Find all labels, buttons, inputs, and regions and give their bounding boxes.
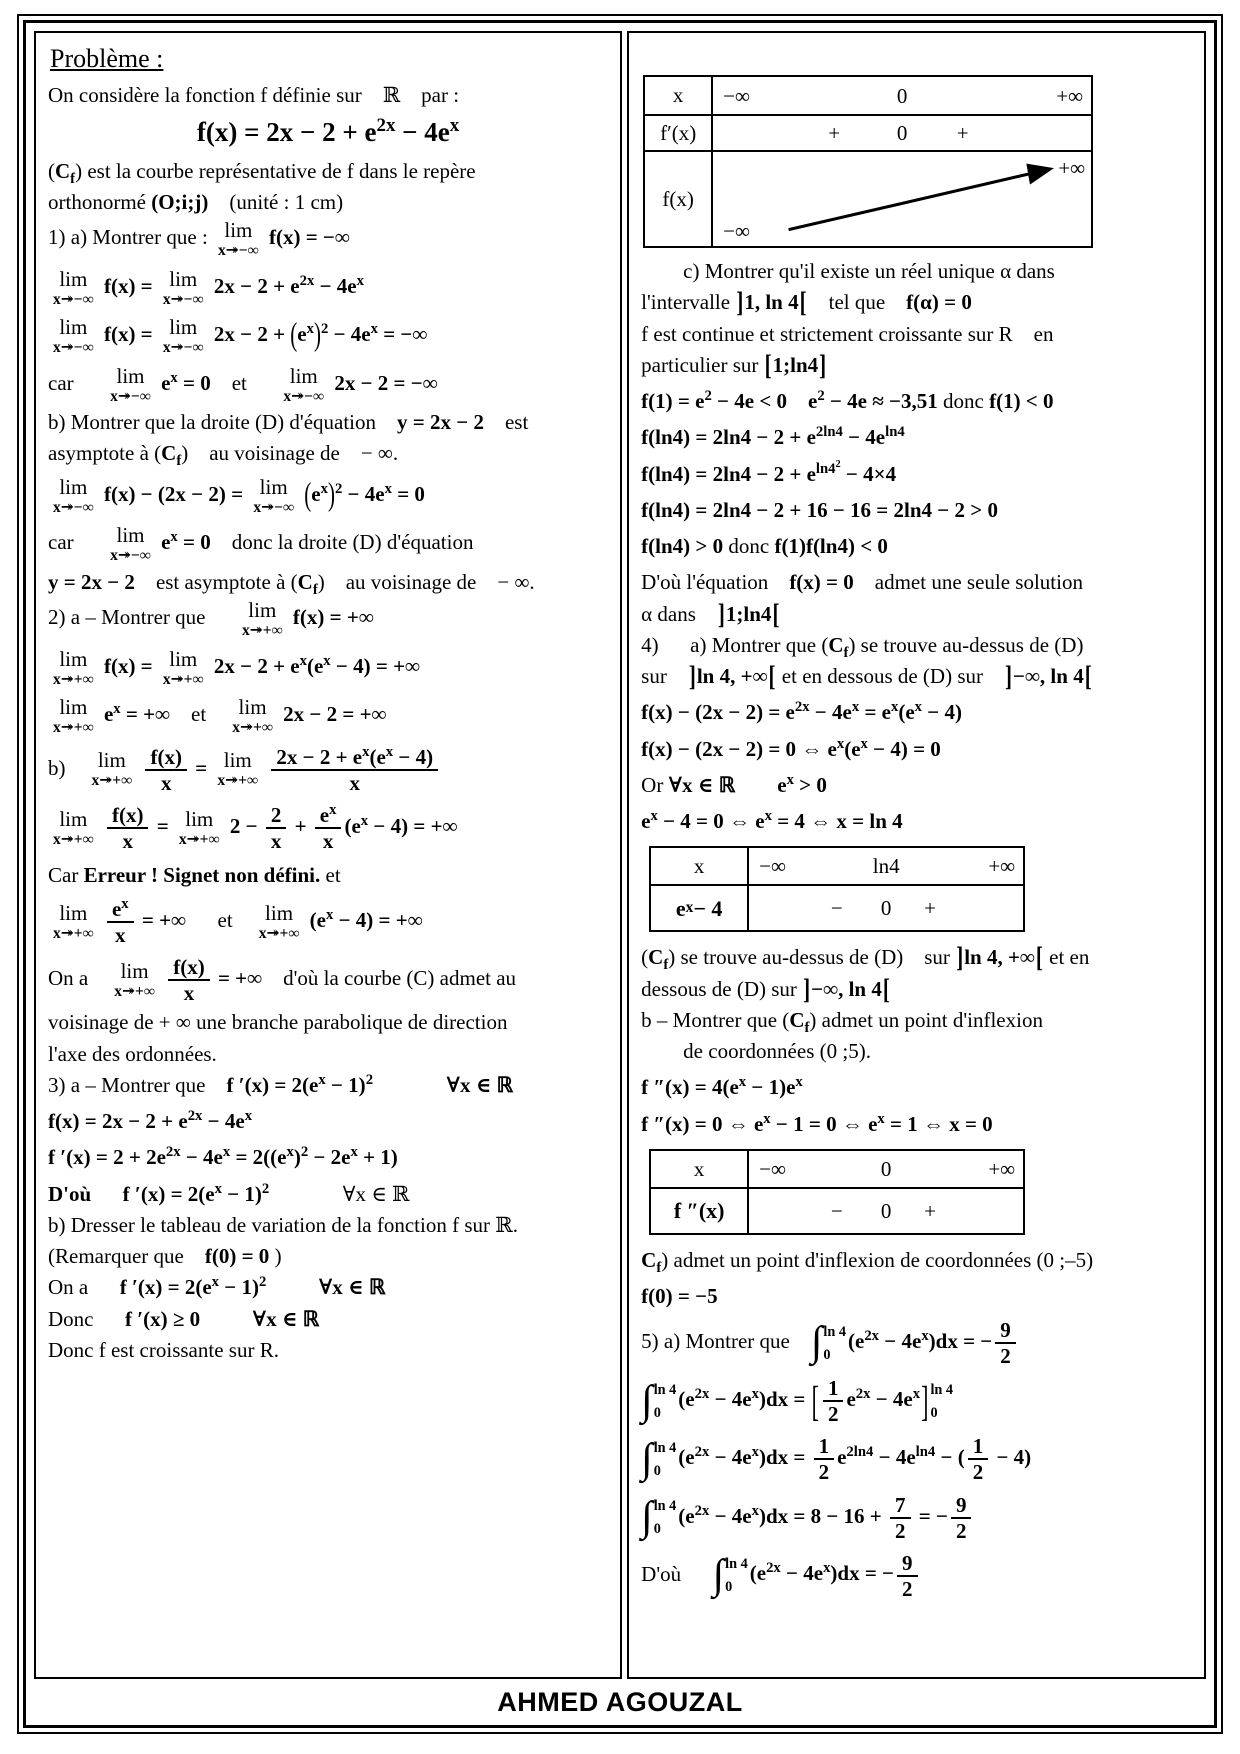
table-cell: [749, 1151, 1023, 1187]
math-line: ∫ ln 4 0 $(e^{2x} - 4e^x)dx = 8 - 16$ + $\frac{7}{2}$ = − $\frac{9}{2}$: [641, 1494, 1192, 1542]
math-line: car lim x↠−∞ $e^x = 0$ donc la droite (D) d'équation: [48, 523, 474, 565]
table-row: [651, 1189, 1023, 1233]
math-line: $f(x) - (2x - 2) = e^{2x} - 4e^x = e^x(e^x - 4)$: [641, 699, 962, 725]
left-column-lines: [48, 82, 608, 1364]
table-header-cell: f ″(x): [651, 1189, 749, 1233]
math-line: c) Montrer qu'il existe un réel unique α dans: [641, 259, 1055, 283]
sign-value: −: [830, 896, 843, 921]
math-line: b) Dresser le tableau de variation de la fonction f sur ℝ.: [48, 1212, 518, 1237]
sign-value: +: [924, 1198, 936, 1223]
math-line: l'axe des ordonnées.: [48, 1041, 217, 1066]
math-line: l'intervalle ]1, ln 4[ tel que f(α) = 0: [641, 286, 972, 319]
table-cell: [713, 152, 1091, 246]
math-line: y = 2x − 2 est asymptote à $(C_f)$ au voisinage de − ∞.: [48, 569, 535, 598]
right-column-lines-c: [641, 1247, 1192, 1600]
sign-value: +: [956, 120, 969, 145]
sign-value: +: [924, 896, 936, 921]
table-header-cell: e x − 4: [651, 886, 749, 930]
math-line: $f(\ln 4) = 2\ln 4 - 2 + e^{2ln4} - 4e^{ln4}$: [641, 424, 905, 450]
math-line: voisinage de + ∞ une branche parabolique de direction: [48, 1010, 508, 1035]
table-cell: [749, 848, 1023, 884]
math-line: Car Erreur ! Signet non défini. et: [48, 862, 341, 887]
variation-table: [643, 75, 1093, 248]
table-header-cell: x: [645, 77, 713, 114]
x-value: +∞: [1056, 83, 1084, 108]
math-line: 4) a) Montrer que $(C_f)$ se trouve au-dessus de (D): [641, 632, 1084, 661]
math-line: sur ]ln 4, +∞[ et en dessous de (D) sur ]−∞, ln 4[: [641, 659, 1092, 693]
table-cell: [749, 1189, 1023, 1233]
math-line: $e^x - 4 = 0$ ⇔ $e^x = 4$ ⇔ x = ln 4: [641, 808, 903, 833]
inner-frame: [23, 20, 1217, 1728]
math-line: On a lim x↠+∞ $\frac{f(x)}{x}$ = +∞ d'où la courbe (C) admet au: [48, 955, 517, 1006]
x-value: −∞: [759, 1156, 786, 1181]
math-line: On considère la fonction f définie sur ℝ par :: [48, 82, 460, 107]
math-line: $C_f$) admet un point d'inflexion de coordonnées (0 ;–5): [641, 1247, 1094, 1276]
table-row: [651, 886, 1023, 930]
math-line: f(0) = −5: [641, 1284, 718, 1308]
table-header-cell: f(x): [645, 152, 713, 246]
author-footer: AHMED AGOUZAL: [497, 1686, 743, 1717]
math-line: car lim x↠−∞ $e^x = 0$ et lim x↠−∞ 2x − 2 = −∞: [48, 363, 438, 405]
x-value: 0: [896, 83, 908, 108]
math-line: D'où ∫ ln 4 0 $(e^{2x} - 4e^x)dx$ = − $\frac{9}{2}$: [641, 1552, 1192, 1600]
math-line: ∫ ln 4 0 $(e^{2x} - 4e^x)dx$ = $\frac{1}{2}$ $e^{2ln4} - 4e^{ln4}$ − ( $\frac{1}{2}$ − 4): [641, 1434, 1032, 1485]
sign-value: 0: [880, 896, 892, 921]
math-line: (Remarquer que f(0) = 0 ): [48, 1244, 282, 1269]
math-line: f(ln4) > 0 donc f(1)f(ln4) < 0: [641, 534, 888, 558]
table-row: [645, 116, 1091, 152]
math-line: α dans ]1;ln4[: [641, 597, 780, 630]
table-row: [651, 1151, 1023, 1189]
page-title: Problème :: [50, 44, 164, 73]
math-line: Or ∀x ∈ ℝ $e^x > 0$: [641, 771, 827, 797]
sign-table-ex-minus-4: [649, 846, 1025, 932]
x-value: ln4: [872, 854, 900, 879]
math-line: $(C_f)$ se trouve au-dessus de (D) sur ]ln 4, +∞[ et en: [641, 941, 1090, 974]
math-line: lim x↠−∞ f(x) = lim x↠−∞ 2x − 2 + ( $e^x$ ) $^2 - 4e^x$ = −∞: [53, 315, 428, 357]
table-row: [645, 152, 1091, 246]
math-line: lim x↠+∞ $\frac{e^x}{x}$ = +∞ et lim x↠+∞ $(e^x - 4)$ = +∞: [53, 896, 423, 948]
math-line: f est continue et strictement croissante sur R en: [641, 321, 1054, 346]
math-line: lim x↠+∞ $e^x$ = +∞ et lim x↠+∞ 2x − 2 = +∞: [53, 695, 387, 737]
sign-value: 0: [880, 1198, 892, 1223]
sign-value: −: [830, 1198, 843, 1223]
table-header-cell: f′(x): [645, 116, 713, 150]
table-header-cell: x: [651, 1151, 749, 1187]
sign-value: +: [828, 120, 841, 145]
math-line: $f(x) = 2x - 2 + e^{2x} - 4e^x$: [196, 114, 460, 147]
math-line: orthonormé (O;i;j) (unité : 1 cm): [48, 189, 344, 214]
table-cell: [713, 77, 1091, 114]
math-line: D'où f $'(x) = 2(e^x - 1)^2$ ∀x ∈ ℝ: [48, 1180, 410, 1206]
math-line: b – Montrer que $(C_f)$ admet un point d'inflexion: [641, 1007, 1043, 1036]
x-value: +∞: [988, 1156, 1016, 1181]
math-line: lim x↠−∞ f(x) = lim x↠−∞ $2x - 2 + e^{2x} - 4e^x$: [53, 266, 364, 308]
math-line: Donc f ′(x) ≥ 0 ∀x ∈ ℝ: [48, 1306, 320, 1331]
sign-value: 0: [896, 120, 908, 145]
math-line: b) Montrer que la droite (D) d'équation y = 2x − 2 est: [48, 410, 529, 435]
variation-arrow-icon: [713, 152, 1091, 246]
math-line: f $''(x) = 4(e^x - 1)e^x$: [641, 1074, 803, 1100]
math-line: $f(1) = e^2 - 4e < 0$ $e^2 - 4e \approx -3,51$ donc f(1) < 0: [641, 388, 1054, 413]
right-column: [627, 31, 1206, 1679]
math-line: lim x↠+∞ f(x) = lim x↠+∞ $2x - 2 + e^x(e^x - 4)$ = +∞: [53, 646, 421, 688]
math-line: On a f $'(x) = 2(e^x - 1)^2$ ∀x ∈ ℝ: [48, 1274, 386, 1300]
right-column-lines-a: [641, 258, 1192, 834]
math-line: 1) a) Montrer que : lim x↠−∞ f(x) = −∞: [48, 218, 350, 259]
sign-table-f-second-derivative: [649, 1149, 1025, 1235]
x-value: 0: [880, 1156, 892, 1181]
math-line: f ″(x) = 0 ⇔ $e^x - 1 = 0$ ⇔ $e^x = 1$ ⇔ x = 0: [641, 1110, 993, 1136]
math-line: de coordonnées (0 ;5).: [641, 1039, 871, 1063]
math-line: f $'(x) = 2 + 2e^{2x} - 4e^x = 2((e^x)^2 - 2e^x + 1)$: [48, 1144, 398, 1170]
table-row: [645, 77, 1091, 116]
math-line: 5) a) Montrer que ∫ ln 4 0 $(e^{2x} - 4e^x)dx$ = − $\frac{9}{2}$: [641, 1319, 1192, 1367]
math-line: b) lim x↠+∞ $\frac{f(x)}{x}$ = lim x↠+∞ $\frac{2x - 2 + e^x(e^x - 4)}{x}$: [48, 746, 608, 794]
math-line: D'où l'équation f(x) = 0 admet une seule solution: [641, 570, 1083, 595]
table-row: [651, 848, 1023, 886]
left-column: [34, 31, 622, 1679]
math-line: ∫ ln 4 0 $(e^{2x} - 4e^x)dx$ = [ $\frac{1}{2}$ $e^{2x} - 4e^x$ ] ln 4 0: [641, 1376, 954, 1427]
x-value: −∞: [759, 854, 786, 879]
math-line: $f(x) = 2x - 2 + e^{2x} - 4e^x$: [48, 1108, 253, 1134]
math-line: f(x) − (2x − 2) = 0 ⇔ $e^x(e^x - 4) = 0$: [641, 735, 941, 761]
math-line: lim x↠−∞ f(x) − (2x − 2) = lim x↠−∞ ( $e^x$ ) $^2 - 4e^x = 0$: [53, 474, 425, 516]
limit-value: +∞: [1058, 156, 1086, 180]
x-value: −∞: [723, 83, 750, 108]
math-line: lim x↠+∞ $\frac{f(x)}{x}$ = lim x↠+∞ 2 − $\frac{2}{x}$ + $\frac{e^x}{x}$ $(e^x - 4)$ = +∞: [53, 801, 458, 853]
math-line: Donc f est croissante sur R.: [48, 1337, 279, 1362]
math-line: f(ln4) = 2ln4 − 2 + 16 − 16 = 2ln4 − 2 > 0: [641, 497, 998, 522]
math-line: $f(\ln 4) = 2\ln 4 - 2 + e^{ln4^2} - 4\times 4$: [641, 458, 897, 486]
math-line: particulier sur [1;ln4]: [641, 348, 827, 381]
limit-value: −∞: [723, 218, 750, 243]
right-column-lines-b: [641, 941, 1192, 1137]
columns: [34, 31, 1206, 1679]
math-line: dessous de (D) sur ]−∞, ln 4[: [641, 972, 890, 1005]
math-line: $(C_f)$ est la courbe représentative de f dans le repère: [48, 158, 476, 187]
math-line: asymptote à $(C_f)$ au voisinage de − ∞.: [48, 441, 399, 470]
table-cell: [749, 886, 1023, 930]
math-line: 2) a – Montrer que lim x↠+∞ f(x) = +∞: [48, 598, 374, 640]
math-line: 3) a – Montrer que f $'(x) = 2(e^x - 1)^2$ ∀x ∈ ℝ: [48, 1071, 514, 1097]
x-value: +∞: [988, 854, 1016, 879]
outer-frame: [17, 14, 1223, 1734]
table-cell: [713, 116, 1091, 150]
table-header-cell: x: [651, 848, 749, 884]
